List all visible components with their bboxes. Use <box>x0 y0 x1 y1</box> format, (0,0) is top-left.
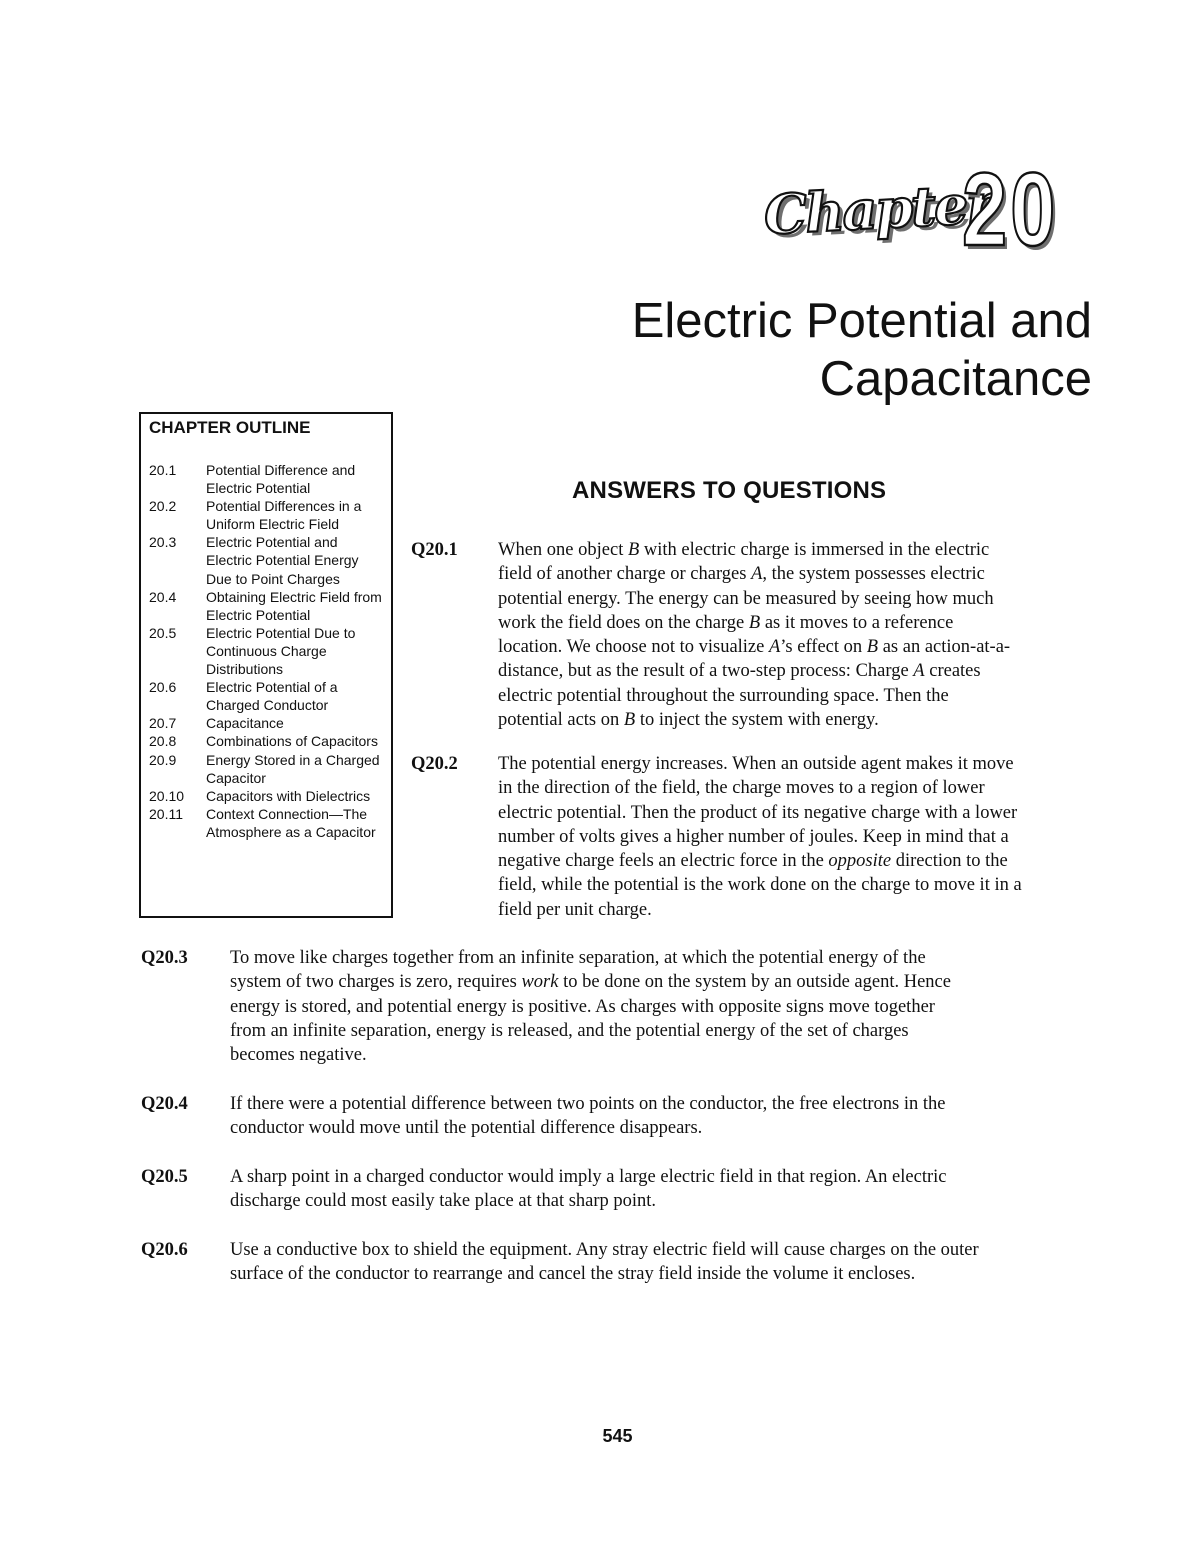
outline-item-number: 20.1 <box>149 462 177 478</box>
answer-line: from an infinite separation, energy is released, and the potential energy of the set of charges <box>230 1020 909 1041</box>
answer-line: Use a conductive box to shield the equipment. Any stray electric field will cause charges on the outer <box>230 1240 979 1260</box>
answer-line: negative charge feels an electric force in the opposite direction to the <box>498 851 1008 872</box>
outline-item-label: Electric Potential of a Charged Conductor <box>206 679 338 714</box>
answer-line: conductor would move until the potential difference disappears. <box>230 1118 703 1139</box>
answer-line: in the direction of the field, the charge moves to a region of lower <box>498 778 985 799</box>
outline-item-label: Capacitors with Dielectrics <box>206 787 371 804</box>
answer-line: number of volts gives a higher number of joules. Keep in mind that a <box>498 826 1009 847</box>
answer-line: electric potential. Then the product of its negative charge with a lower <box>498 802 1018 823</box>
answer-line: field per unit charge. <box>498 899 652 920</box>
outline-item <box>149 732 385 750</box>
answer-line: discharge could most easily take place at that sharp point. <box>230 1191 657 1212</box>
outline-item-number: 20.3 <box>149 534 177 551</box>
outline-item <box>149 588 385 624</box>
outline-item-number: 20.11 <box>149 805 183 822</box>
outline-item-label: Capacitance <box>206 715 284 732</box>
answer-line: system of two charges is zero, requires work to be done on the system by an outside agent. Hence <box>230 972 951 993</box>
outline-item-label: Potential Difference and Electric Potential <box>206 462 356 497</box>
question-label: Q20.5 <box>141 1167 188 1187</box>
answer-line: work the field does on the charge B as it moves to a reference <box>498 612 954 633</box>
answer-line: potential acts on B to inject the system with energy. <box>498 710 879 731</box>
answer-line: To move like charges together from an infinite separation, at which the potential energy of the <box>230 948 926 968</box>
outline-item-number: 20.10 <box>149 787 185 804</box>
answers-heading: ANSWERS TO QUESTIONS <box>572 477 887 504</box>
answer-line: field of another charge or charges A, the system possesses electric <box>498 564 985 585</box>
outline-item-number: 20.6 <box>149 679 177 696</box>
answer-line: energy is stored, and potential energy is positive. As charges with opposite signs move together <box>230 996 935 1017</box>
outline-item-label: Potential Differences in a Uniform Electric Field <box>206 498 362 533</box>
answer-text <box>230 1238 979 1287</box>
answer-line: distance, but as the result of a two-step process: Charge A creates <box>498 661 981 682</box>
answer-line: location. We choose not to visualize A’s effect on B as an action-at-a- <box>498 637 1011 658</box>
answer-line: potential energy. The energy can be measured by seeing how much <box>498 588 994 609</box>
outline-item-label: Context Connection—The Atmosphere as a Capacitor <box>206 805 376 840</box>
chapter-title-line: Capacitance <box>819 352 1092 406</box>
answer-text <box>230 1092 946 1141</box>
question-label: Q20.6 <box>141 1240 188 1260</box>
outline-item <box>149 624 385 678</box>
outline-item-number: 20.5 <box>149 624 177 641</box>
chapter-title-line: Electric Potential and <box>631 294 1092 348</box>
outline-item <box>149 678 385 714</box>
answer-text <box>230 946 951 1067</box>
chapter-number: 20 <box>962 152 1059 268</box>
outline-item <box>149 787 385 805</box>
question-label: Q20.3 <box>141 948 188 968</box>
chapter-word: Chapter <box>762 171 995 247</box>
chapter-outline <box>139 412 393 918</box>
outline-item-number: 20.2 <box>149 498 177 515</box>
answer-line: The potential energy increases. When an outside agent makes it move <box>498 754 1014 774</box>
outline-item-number: 20.8 <box>149 733 177 750</box>
outline-item-label: Electric Potential and Electric Potential Energy Due to Point Charges <box>206 534 359 587</box>
outline-item <box>149 533 385 587</box>
outline-item-label: Energy Stored in a Charged Capacitor <box>206 751 380 786</box>
outline-heading: CHAPTER OUTLINE <box>149 418 311 437</box>
outline-item <box>149 805 385 841</box>
outline-item-label: Combinations of Capacitors <box>206 733 378 750</box>
chapter-title <box>452 292 1092 408</box>
answer-text <box>498 538 1010 732</box>
outline-item <box>149 751 385 787</box>
answer-line: If there were a potential difference between two points on the conductor, the free electrons in the <box>230 1094 946 1114</box>
page-number: 545 <box>602 1426 633 1446</box>
outline-list <box>149 461 385 841</box>
answer-text <box>230 1165 946 1214</box>
outline-item-label: Electric Potential Due to Continuous Charge Distributions <box>206 624 356 678</box>
outline-item <box>149 461 385 497</box>
answer-line: A sharp point in a charged conductor would imply a large electric field in that region. An electric <box>230 1167 947 1187</box>
question-label: Q20.4 <box>141 1094 188 1114</box>
question-label: Q20.2 <box>411 754 458 774</box>
outline-item <box>149 714 385 732</box>
outline-item-number: 20.9 <box>149 751 177 768</box>
answer-text <box>498 752 1022 922</box>
answer-line: When one object B with electric charge is immersed in the electric <box>498 540 990 560</box>
outline-item-number: 20.7 <box>149 715 177 732</box>
outline-item <box>149 497 385 533</box>
outline-item-label: Obtaining Electric Field from Electric Potential <box>206 588 382 623</box>
question-label: Q20.1 <box>411 540 458 560</box>
answer-line: field, while the potential is the work done on the charge to move it in a <box>498 875 1022 896</box>
answer-line: surface of the conductor to rearrange and cancel the stray field inside the volume it encloses. <box>230 1264 916 1285</box>
outline-item-number: 20.4 <box>149 588 177 605</box>
answer-line: electric potential throughout the surrounding space. Then the <box>498 685 949 706</box>
answer-line: becomes negative. <box>230 1045 367 1066</box>
